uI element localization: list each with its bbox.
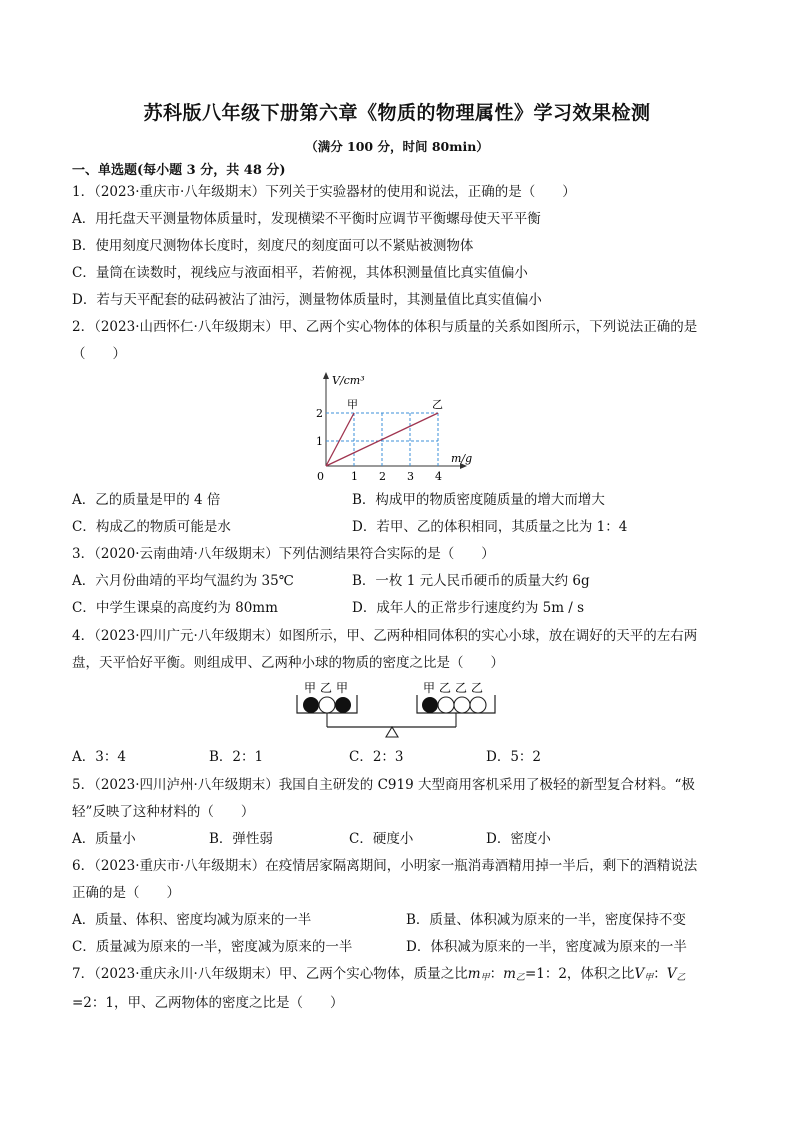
right-ball-label: 乙 (455, 681, 468, 695)
q7-mass-ratio: =1：2，体积之比 (524, 966, 635, 982)
graph-x-tick: 1 (351, 470, 358, 483)
left-ball-label: 乙 (320, 681, 333, 695)
q4-option-b: B．2：1 (209, 749, 264, 765)
q7-volume-symbol: V (634, 966, 645, 982)
q1-option-a: A．用托盘天平测量物体质量时，发现横梁不平衡时应调节平衡螺母使天平平衡 (72, 211, 541, 227)
graph-y-axis-label: V/cm³ (332, 374, 365, 387)
q3-option-b: B．一枚 1 元人民币硬币的质量大约 6g (352, 573, 590, 589)
graph-yi-label: 乙 (432, 398, 443, 411)
page-subtitle: （满分 100 分，时间 80min） (305, 139, 489, 154)
q6-option-b: B．质量、体积减为原来的一半，密度保持不变 (406, 912, 686, 928)
right-ball-label: 乙 (471, 681, 484, 695)
q7-stem-text: 7．（2023·重庆永川·八年级期末）甲、乙两个实心物体，质量之比 (72, 966, 468, 982)
q2-option-b: B．构成甲的物质密度随质量的增大而增大 (352, 492, 605, 508)
right-ball-label: 甲 (423, 681, 436, 695)
jia-line (326, 413, 354, 466)
ball-yi (438, 697, 454, 713)
q2-option-c: C．构成乙的物质可能是水 (72, 519, 231, 535)
ball-jia (335, 697, 351, 713)
q6-stem-line2: 正确的是（ ） (72, 885, 180, 901)
q5-stem-line2: 轻”反映了这种材料的（ ） (72, 804, 255, 820)
ball-yi (470, 697, 486, 713)
ball-yi (319, 697, 335, 713)
q3-stem: 3．（2020·云南曲靖·八年级期末）下列估测结果符合实际的是（ ） (72, 546, 495, 562)
q3-option-c: C．中学生课桌的高度约为 80mm (72, 600, 278, 616)
q7-colon: ： (653, 966, 667, 982)
left-ball-label: 甲 (336, 681, 349, 695)
volume-mass-graph (313, 370, 473, 485)
q2-stem-line2: （ ） (72, 346, 126, 362)
graph-x-axis-label: m/g (451, 452, 473, 465)
section-heading: 一、单选题(每小题 3 分，共 48 分) (72, 163, 286, 178)
q4-option-a: A．3：4 (72, 749, 126, 765)
graph-x-tick: 3 (407, 470, 414, 483)
q7-stem-line1 (72, 965, 685, 987)
q2-option-a: A．乙的质量是甲的 4 倍 (72, 492, 221, 508)
q1-option-b: B．使用刻度尺测物体长度时，刻度尺的刻度面可以不紧贴被测物体 (72, 238, 474, 254)
q7-jia-subscript: 甲 (480, 973, 490, 983)
q3-option-a: A．六月份曲靖的平均气温约为 35℃ (72, 573, 294, 589)
q7-yi-subscript: 乙 (676, 973, 686, 983)
graph-y-tick: 1 (316, 435, 323, 448)
ball-jia (303, 697, 319, 713)
graph-y-tick: 2 (316, 407, 323, 420)
q5-stem-line1: 5．（2023·四川泸州·八年级期末）我国自主研发的 C919 大型商用客机采用了极轻的新型复合材料。“极 (72, 777, 695, 793)
q5-option-a: A．质量小 (72, 831, 136, 847)
q1-stem: 1．（2023·重庆市·八年级期末）下列关于实验器材的使用和说法，正确的是（ ） (72, 184, 576, 200)
q7-mass-symbol: m (467, 966, 481, 982)
balance-diagram (294, 677, 504, 739)
q4-stem-line2: 盘，天平恰好平衡。则组成甲、乙两种小球的物质的密度之比是（ ） (72, 655, 504, 671)
graph-origin-label: 0 (317, 470, 324, 483)
q7-colon: ： (489, 966, 504, 982)
ball-yi (454, 697, 470, 713)
q7-stem-line2: =2：1，甲、乙两物体的密度之比是（ ） (72, 995, 344, 1011)
q5-option-c: C．硬度小 (349, 831, 414, 847)
page-title: 苏科版八年级下册第六章《物质的物理属性》学习效果检测 (143, 102, 651, 124)
q6-option-c: C．质量减为原来的一半，密度减为原来的一半 (72, 939, 353, 955)
graph-x-tick: 4 (435, 470, 442, 483)
q4-option-d: D．5：2 (486, 749, 542, 765)
q2-stem-line1: 2．（2023·山西怀仁·八年级期末）甲、乙两个实心物体的体积与质量的关系如图所示，下列说法正确的是 (72, 319, 698, 335)
q1-option-c: C．量筒在读数时，视线应与液面相平，若俯视，其体积测量值比真实值偏小 (72, 265, 528, 281)
graph-jia-label: 甲 (347, 398, 358, 411)
q1-option-d: D．若与天平配套的砝码被沾了油污，测量物体质量时，其测量值比真实值偏小 (72, 292, 542, 308)
q6-option-d: D．体积减为原来的一半，密度减为原来的一半 (406, 939, 687, 955)
q7-volume-symbol: V (666, 966, 677, 982)
q6-stem-line1: 6．（2023·重庆市·八年级期末）在疫情居家隔离期间，小明家一瓶消毒酒精用掉一半后，剩下的酒精说法 (72, 858, 698, 874)
graph-x-tick: 2 (379, 470, 386, 483)
q5-option-d: D．密度小 (486, 831, 551, 847)
right-ball-label: 乙 (439, 681, 452, 695)
q4-stem-line1: 4．（2023·四川广元·八年级期末）如图所示，甲、乙两种相同体积的实心小球，放在调好的天平的左右两 (72, 628, 698, 644)
q7-mass-symbol: m (503, 966, 516, 982)
q3-option-d: D．成年人的正常步行速度约为 5m / s (352, 600, 585, 616)
q2-option-d: D．若甲、乙的体积相同，其质量之比为 1：4 (352, 519, 628, 535)
q5-option-b: B．弹性弱 (209, 831, 273, 847)
left-ball-label: 甲 (304, 681, 317, 695)
q7-jia-subscript: 甲 (644, 973, 654, 983)
q6-option-a: A．质量、体积、密度均减为原来的一半 (72, 912, 312, 928)
q4-option-c: C．2：3 (349, 749, 404, 765)
q7-yi-subscript: 乙 (515, 973, 525, 983)
ball-jia (422, 697, 438, 713)
